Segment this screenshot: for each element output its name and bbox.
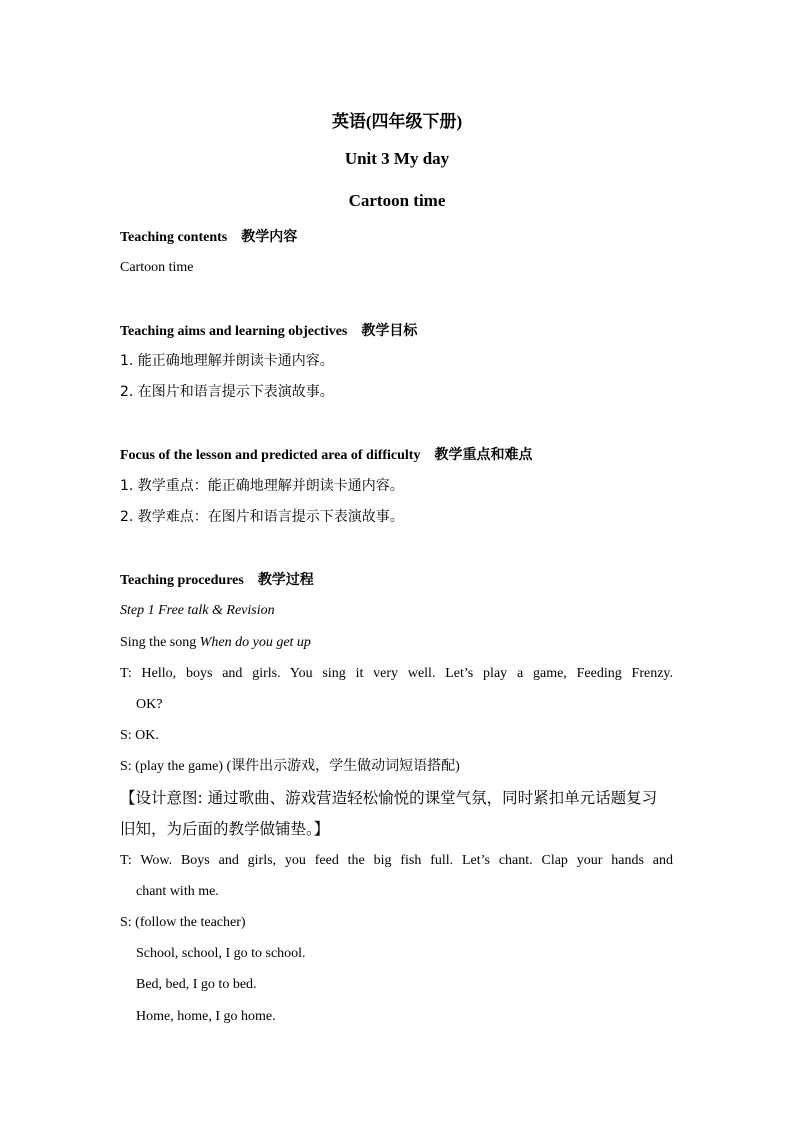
aims-item-1: 1. 能正确地理解并朗读卡通内容。 bbox=[120, 353, 334, 369]
subject-title: 英语(四年级下册) bbox=[331, 112, 463, 131]
student-line-1: S: OK. bbox=[120, 728, 159, 743]
design-intent-line-2: 旧知，为后面的教学做铺垫。】 bbox=[120, 820, 330, 838]
contents-heading-cn: 教学内容 bbox=[241, 229, 298, 245]
teacher-line-1: T: Hello, boys and girls. You sing it very well. Let’s play a game, Feeding Frenzy. bbox=[120, 666, 673, 681]
teacher-line-1-cont: OK? bbox=[136, 697, 163, 712]
focus-heading bbox=[120, 446, 532, 465]
sing-line bbox=[120, 634, 311, 652]
contents-body: Cartoon time bbox=[120, 260, 194, 275]
chant-line-3: Home, home, I go home. bbox=[136, 1009, 276, 1024]
chant-line-1: School, school, I go to school. bbox=[136, 946, 306, 961]
aims-heading-cn: 教学目标 bbox=[361, 323, 418, 339]
aims-item-2: 2. 在图片和语言提示下表演故事。 bbox=[120, 384, 334, 400]
focus-heading-cn: 教学重点和难点 bbox=[434, 447, 533, 463]
procedures-heading-cn: 教学过程 bbox=[257, 572, 314, 588]
procedures-heading-en: Teaching procedures bbox=[120, 573, 244, 588]
design-intent-line-1: 【设计意图: 通过歌曲、游戏营造轻松愉悦的课堂气氛，同时紧扣单元话题复习 bbox=[120, 789, 658, 807]
procedures-heading bbox=[120, 571, 314, 590]
unit-title: Unit 3 My day bbox=[344, 149, 450, 168]
focus-item-1: 1. 教学重点：能正确地理解并朗读卡通内容。 bbox=[120, 478, 404, 494]
lesson-title: Cartoon time bbox=[348, 191, 446, 210]
contents-heading bbox=[120, 228, 297, 247]
teacher-line-2-cont: chant with me. bbox=[136, 884, 219, 899]
sing-prefix: Sing the song bbox=[120, 635, 200, 650]
teacher-line-2: T: Wow. Boys and girls, you feed the big fish full. Let’s chant. Clap your hands and bbox=[120, 853, 673, 868]
focus-item-2: 2. 教学难点：在图片和语言提示下表演故事。 bbox=[120, 509, 404, 525]
song-title: When do you get up bbox=[199, 635, 311, 650]
student-line-2: S: (play the game) (课件出示游戏，学生做动词短语搭配) bbox=[120, 759, 460, 774]
aims-heading bbox=[120, 322, 417, 341]
contents-heading-en: Teaching contents bbox=[120, 230, 228, 245]
focus-heading-en: Focus of the lesson and predicted area of difficulty bbox=[120, 448, 421, 463]
student-line-3: S: (follow the teacher) bbox=[120, 915, 246, 930]
step-1-heading: Step 1 Free talk & Revision bbox=[120, 603, 275, 618]
chant-line-2: Bed, bed, I go to bed. bbox=[136, 977, 257, 992]
aims-heading-en: Teaching aims and learning objectives bbox=[120, 324, 348, 339]
